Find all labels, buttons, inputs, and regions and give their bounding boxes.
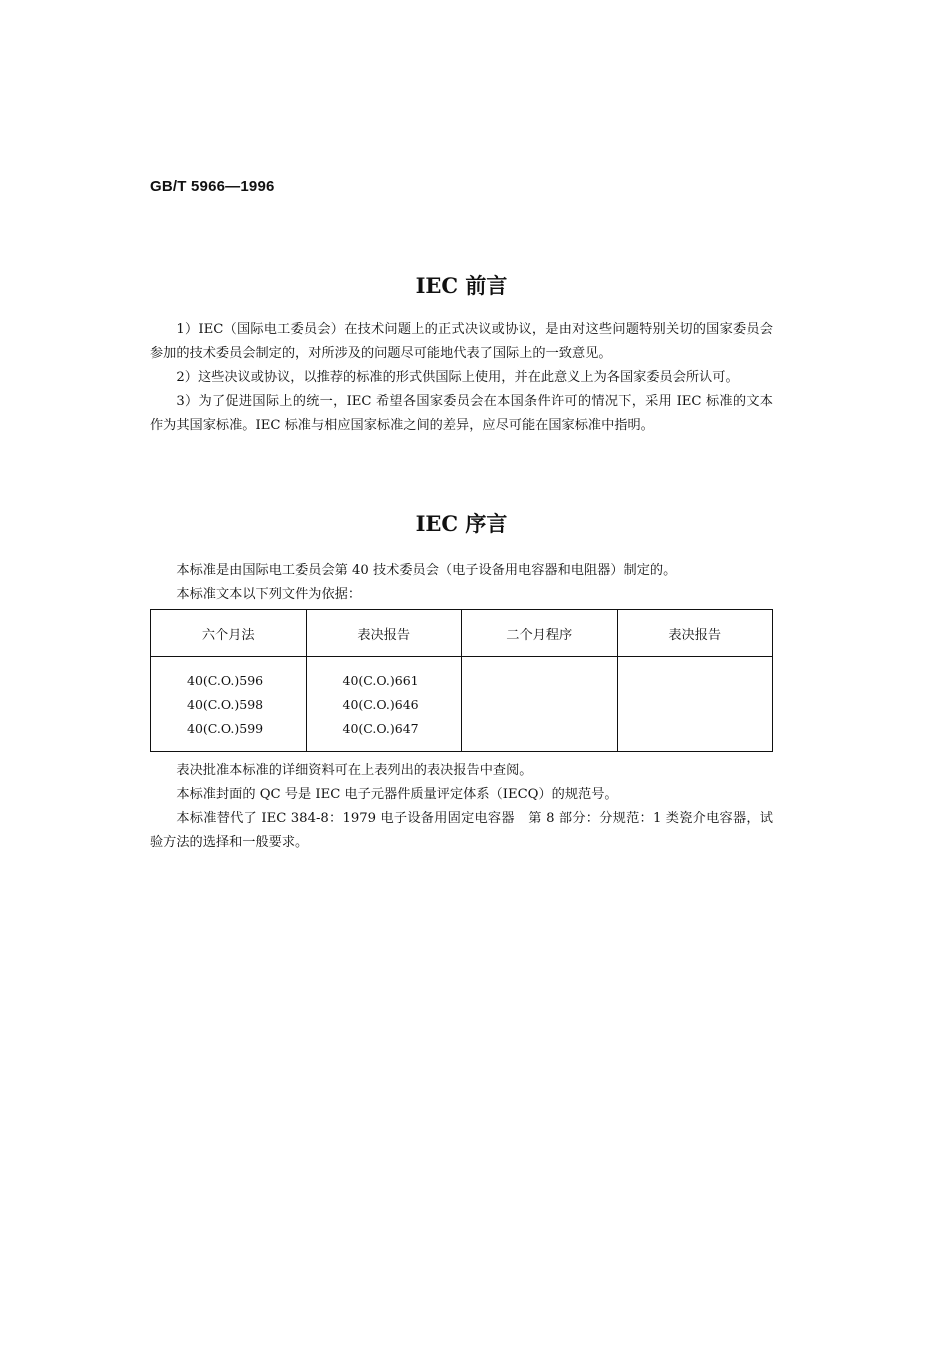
preface-note-2: 本标准封面的 QC 号是 IEC 电子元器件质量评定体系（IECQ）的规范号。: [176, 787, 618, 802]
preface-note-1: 表决批准本标准的详细资料可在上表列出的表决报告中查阅。: [176, 763, 533, 778]
doc-ref: 40(C.O.)661: [342, 673, 419, 688]
foreword-item-3: 3）为了促进国际上的统一，IEC 希望各国家委员会在本国条件许可的情况下，采用 IEC 标准的文本作为其国家标准。IEC 标准与相应国家标准之间的差异，应尽可能在国家标准中指明。: [150, 394, 773, 433]
preface-note-3: 本标准替代了 IEC 384-8：1979 电子设备用固定电容器 第 8 部分：分规范：1 类瓷介电容器，试验方法的选择和一般要求。: [150, 811, 773, 850]
table-cell-voting-report-2-docs: [617, 657, 773, 752]
doc-ref: 40(C.O.)596: [187, 673, 264, 688]
foreword-title: IEC 前言: [415, 273, 508, 298]
doc-ref: 40(C.O.)598: [187, 697, 264, 712]
table-cell-six-months-docs: [151, 657, 307, 752]
foreword-item-1: 1）IEC（国际电工委员会）在技术问题上的正式决议或协议，是由对这些问题特别关切的国家委员会参加的技术委员会制定的，对所涉及的问题尽可能地代表了国际上的一致意见。: [150, 322, 773, 361]
table-header-two-months-procedure: 二个月程序: [462, 610, 618, 657]
doc-ref: 40(C.O.)646: [342, 697, 419, 712]
preface-intro-1: 本标准是由国际电工委员会第 40 技术委员会（电子设备用电容器和电阻器）制定的。: [176, 563, 677, 578]
preface-title: IEC 序言: [415, 511, 508, 536]
table-cell-two-months-docs: [462, 657, 618, 752]
documents-table: [150, 609, 773, 752]
standard-code: GB/T 5966—1996: [150, 178, 275, 195]
table-row: [151, 657, 773, 752]
doc-ref: 40(C.O.)647: [342, 721, 419, 736]
foreword-item-2: 2）这些决议或协议，以推荐的标准的形式供国际上使用，并在此意义上为各国家委员会所认可。: [176, 370, 739, 385]
table-cell-voting-report-docs: [306, 657, 462, 752]
doc-ref: 40(C.O.)599: [187, 721, 264, 736]
table-header-voting-report-2: 表决报告: [617, 610, 773, 657]
table-header-voting-report-1: 表决报告: [306, 610, 462, 657]
table-header-row: [151, 610, 773, 657]
preface-intro-2: 本标准文本以下列文件为依据：: [176, 587, 362, 602]
table-header-six-months-rule: 六个月法: [151, 610, 307, 657]
